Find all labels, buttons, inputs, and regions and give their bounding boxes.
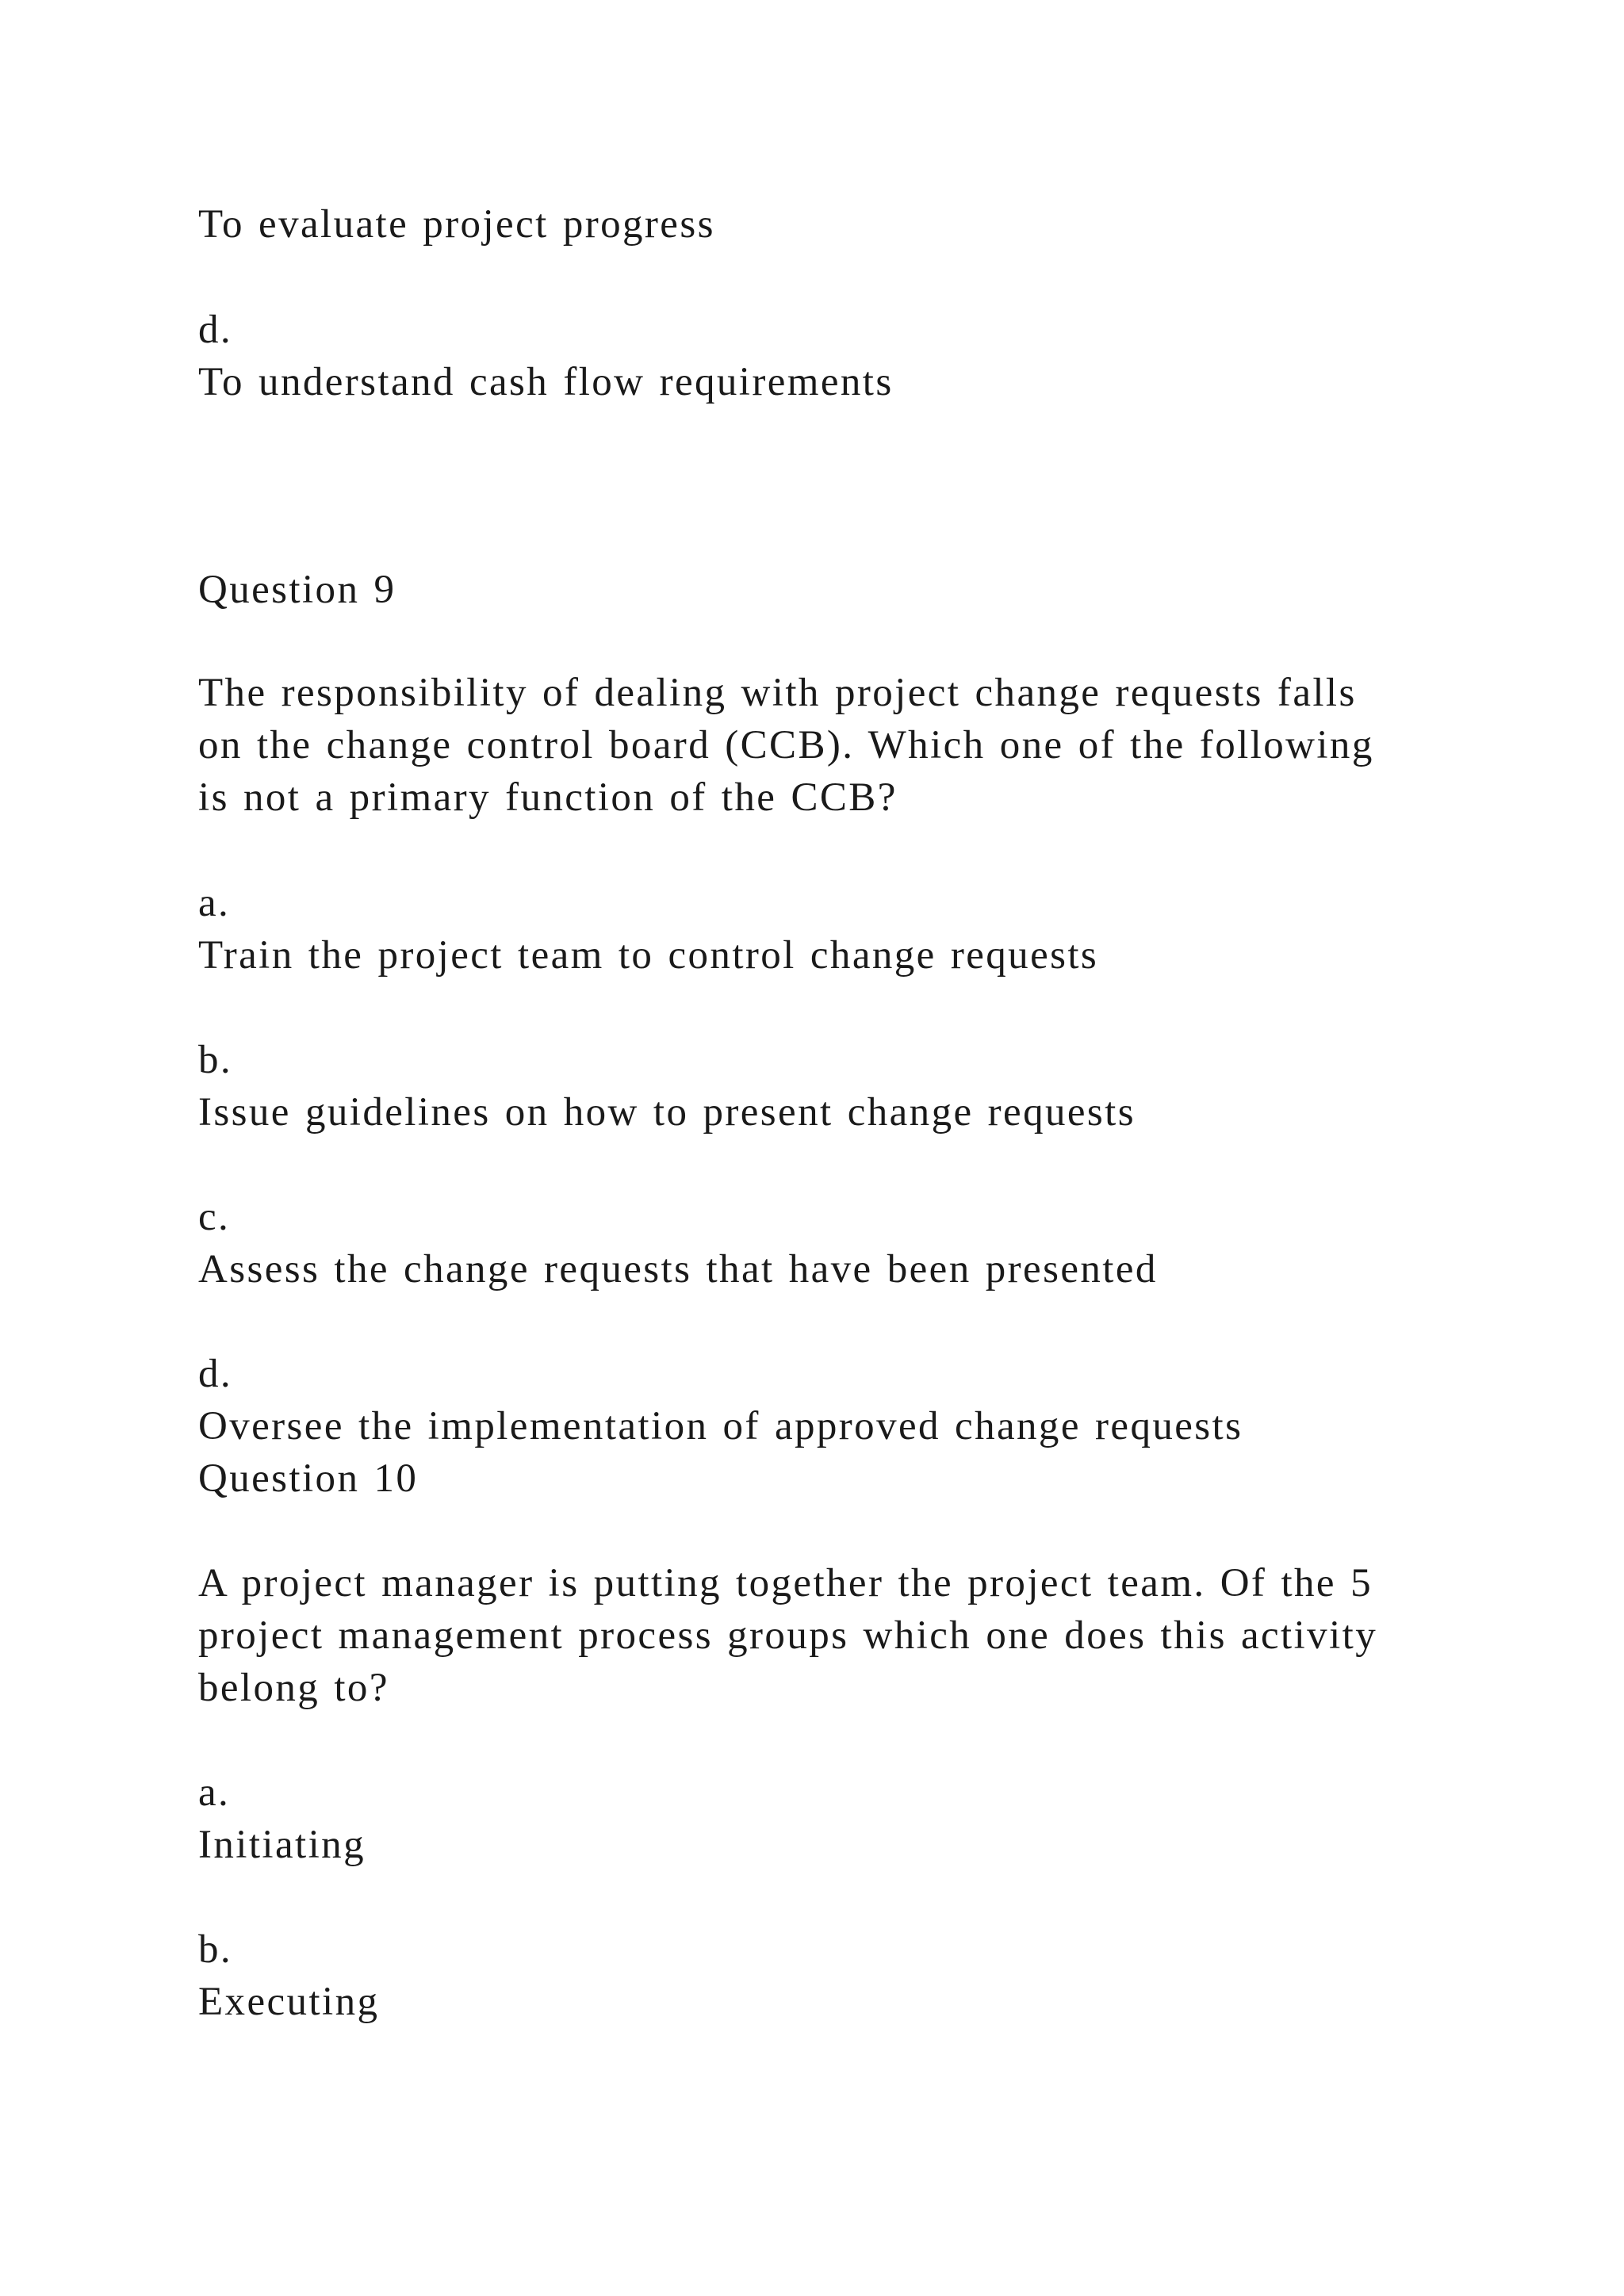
question-9-option-c-text: Assess the change requests that have been presented <box>198 1247 1158 1292</box>
question-9-option-a-letter: a. <box>198 881 231 925</box>
question-9-prompt-line-2: on the change control board (CCB). Which one of the following <box>198 723 1374 767</box>
option-c-text: To evaluate project progress <box>198 202 715 247</box>
question-9-prompt-line-3: is not a primary function of the CCB? <box>198 775 898 820</box>
question-10-title: Question 10 <box>198 1456 419 1501</box>
question-10-option-a-text: Initiating <box>198 1823 366 1867</box>
option-d-letter: d. <box>198 308 233 352</box>
question-9-option-b-letter: b. <box>198 1038 233 1082</box>
question-9-option-d-letter: d. <box>198 1352 233 1396</box>
question-9-title: Question 9 <box>198 568 396 612</box>
question-10-option-b-text: Executing <box>198 1980 380 2024</box>
question-9-option-b-text: Issue guidelines on how to present change requests <box>198 1090 1136 1135</box>
question-10-prompt-line-1: A project manager is putting together the project team. Of the 5 <box>198 1561 1373 1605</box>
question-9-option-c-letter: c. <box>198 1195 231 1239</box>
question-9-option-d-text: Oversee the implementation of approved change requests <box>198 1404 1243 1448</box>
question-9-option-a-text: Train the project team to control change requests <box>198 933 1099 978</box>
question-10-prompt-line-2: project management process groups which one does this activity <box>198 1613 1378 1658</box>
question-9-prompt-line-1: The responsibility of dealing with project change requests falls <box>198 671 1357 715</box>
option-d-text: To understand cash flow requirements <box>198 360 894 404</box>
question-10-prompt-line-3: belong to? <box>198 1666 389 1710</box>
question-10-option-b-letter: b. <box>198 1927 233 1972</box>
question-10-option-a-letter: a. <box>198 1770 231 1815</box>
